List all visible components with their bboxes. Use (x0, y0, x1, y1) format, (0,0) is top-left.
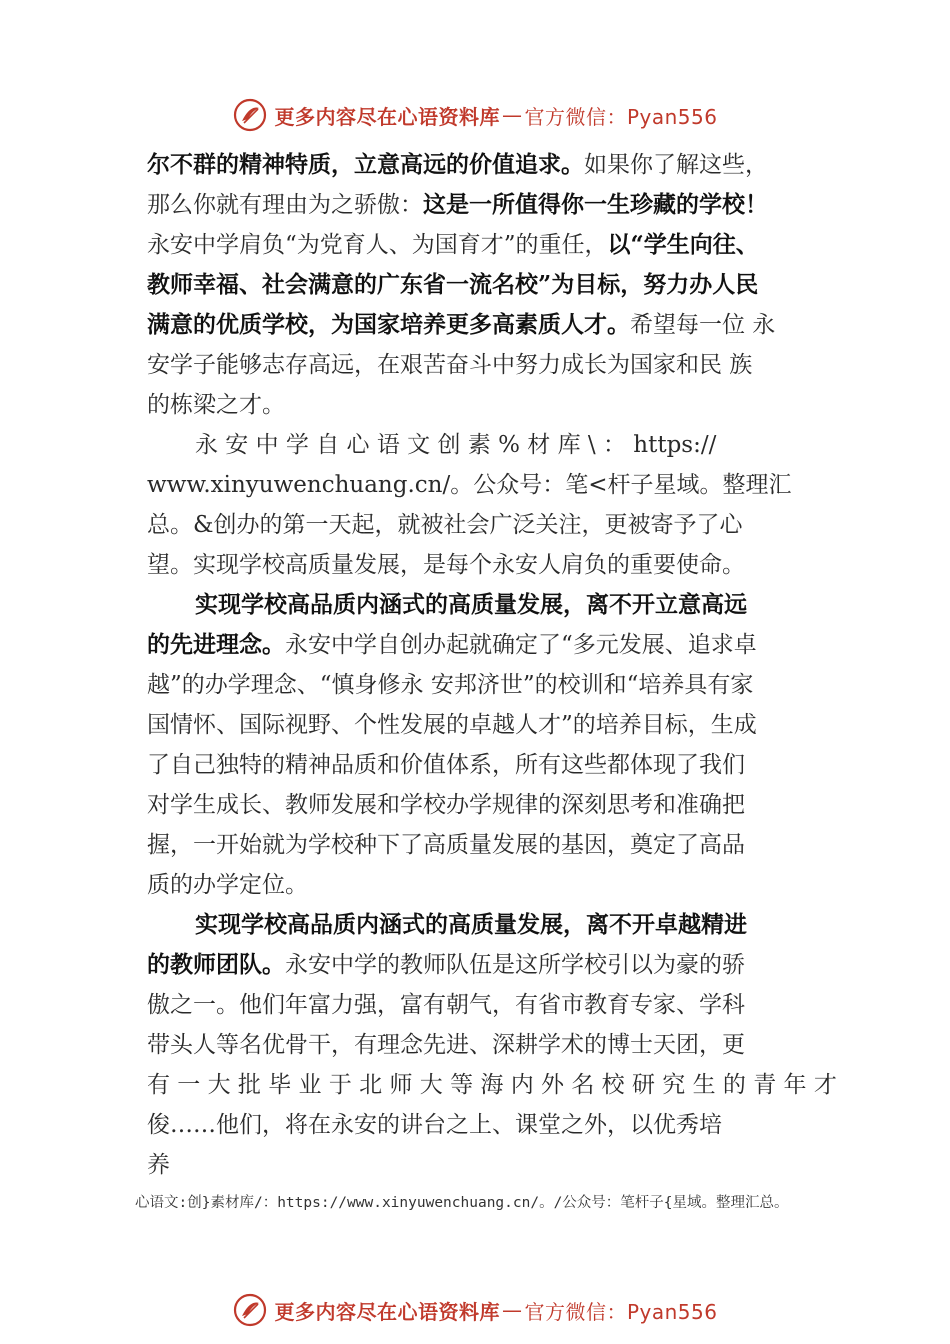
banner-wechat: 官方微信：Pyan556 (524, 104, 718, 129)
header-banner (0, 95, 950, 135)
text-line (147, 825, 817, 865)
text-line (147, 305, 817, 345)
text-line (147, 265, 817, 305)
bold-text: 教师幸福、社会满意的广东省一流名校”为目标，努力办人民 (147, 271, 759, 298)
text-line (147, 585, 817, 625)
text-run: 对学生成长、教师发展和学校办学规律的深刻思考和准确把 (147, 792, 745, 818)
text-line (147, 865, 817, 905)
text-run: 养 (147, 1152, 170, 1178)
text-line (147, 465, 817, 505)
source-note: 心语文:创}素材库/：https://www.xinyuwenchuang.cn/。/公众号：笔杆子{星域。整理汇总。 (135, 1195, 789, 1211)
text-run: 越”的办学理念、“慎身修永 安邦济世”的校训和“培养具有家 (147, 672, 754, 698)
text-line (147, 505, 817, 545)
text-line (147, 1025, 817, 1065)
text-run: 的栋梁之才。 (147, 392, 285, 418)
text-run: 总。&创办的第一天起，就被社会广泛关注，更被寄予了心 (147, 512, 743, 538)
bold-text: 实现学校高品质内涵式的高质量发展，离不开卓越精进 (195, 911, 747, 938)
text-line (147, 545, 817, 585)
text-run: 永安中学自创办起就确定了“多元发展、追求卓 (285, 632, 757, 658)
text-run: 希望每一位 永 (630, 312, 776, 338)
banner-wechat: 官方微信：Pyan556 (524, 1299, 718, 1324)
text-run: 握，一开始就为学校种下了高质量发展的基因，奠定了高品 (147, 832, 745, 858)
text-line (147, 665, 817, 705)
text-line (147, 145, 817, 185)
bold-text: 满意的优质学校，为国家培养更多高素质人才。 (147, 311, 630, 338)
text-run: 如果你了解这些， (584, 152, 768, 178)
bold-text: 实现学校高品质内涵式的高质量发展，离不开立意高远 (195, 591, 747, 618)
text-run: 国情怀、国际视野、个性发展的卓越人才”的培养目标，生成 (147, 712, 757, 738)
text-run: 永安中学的教师队伍是这所学校引以为豪的骄 (285, 952, 745, 978)
text-run: 安学子能够志存高远，在艰苦奋斗中努力成长为国家和民 族 (147, 352, 753, 378)
text-run: www.xinyuwenchuang.cn/。公众号：笔<杆子星域。整理汇 (147, 472, 792, 498)
text-line (147, 185, 817, 225)
text-run: 质的办学定位。 (147, 872, 308, 898)
text-line (147, 385, 817, 425)
text-run: 永 安 中 学 自 心 语 文 创 素 % 材 库 \ ： https:// (195, 432, 717, 458)
bold-text: 的教师团队。 (147, 951, 285, 978)
text-line (147, 1145, 817, 1185)
text-run: 傲之一。他们年富力强，富有朝气，有省市教育专家、学科 (147, 992, 745, 1018)
bold-text: 以“学生向往、 (607, 231, 759, 258)
bold-text: 尔不群的精神特质，立意高远的价值追求。 (147, 151, 584, 178)
text-line (147, 945, 817, 985)
text-line (147, 1065, 837, 1105)
text-line (147, 225, 817, 265)
bold-text: 这是一所值得你一生珍藏的学校！ (423, 191, 768, 218)
logo-icon (232, 1292, 268, 1328)
text-line (147, 785, 817, 825)
text-line (147, 745, 817, 785)
text-run: 那么你就有理由为之骄傲： (147, 192, 423, 218)
banner-title: 更多内容尽在心语资料库 (274, 1299, 500, 1324)
article-body (147, 145, 837, 1185)
logo-icon (232, 97, 268, 133)
text-line (147, 985, 817, 1025)
banner-separator: — (501, 103, 523, 127)
text-run: 俊……他们，将在永安的讲台之上、课堂之外，以优秀培 (147, 1112, 722, 1138)
banner-title: 更多内容尽在心语资料库 (274, 104, 500, 129)
footer-banner (0, 1290, 950, 1330)
text-line (147, 705, 817, 745)
text-run: 永安中学肩负“为党育人、为国育才”的重任， (147, 232, 608, 258)
text-run: 了自己独特的精神品质和价值体系，所有这些都体现了我们 (147, 752, 745, 778)
text-run: 带头人等名优骨干，有理念先进、深耕学术的博士天团，更 (147, 1032, 745, 1058)
text-line (147, 905, 817, 945)
text-line (147, 425, 817, 465)
banner-separator: — (501, 1298, 523, 1322)
text-line (147, 625, 817, 665)
text-run: 望。实现学校高质量发展，是每个永安人肩负的重要使命。 (147, 552, 745, 578)
bold-text: 的先进理念。 (147, 631, 285, 658)
text-run: 有 一 大 批 毕 业 于 北 师 大 等 海 内 外 名 校 研 究 生 的 青 年 才 (147, 1072, 837, 1098)
text-line (147, 1105, 817, 1145)
text-line (147, 345, 817, 385)
